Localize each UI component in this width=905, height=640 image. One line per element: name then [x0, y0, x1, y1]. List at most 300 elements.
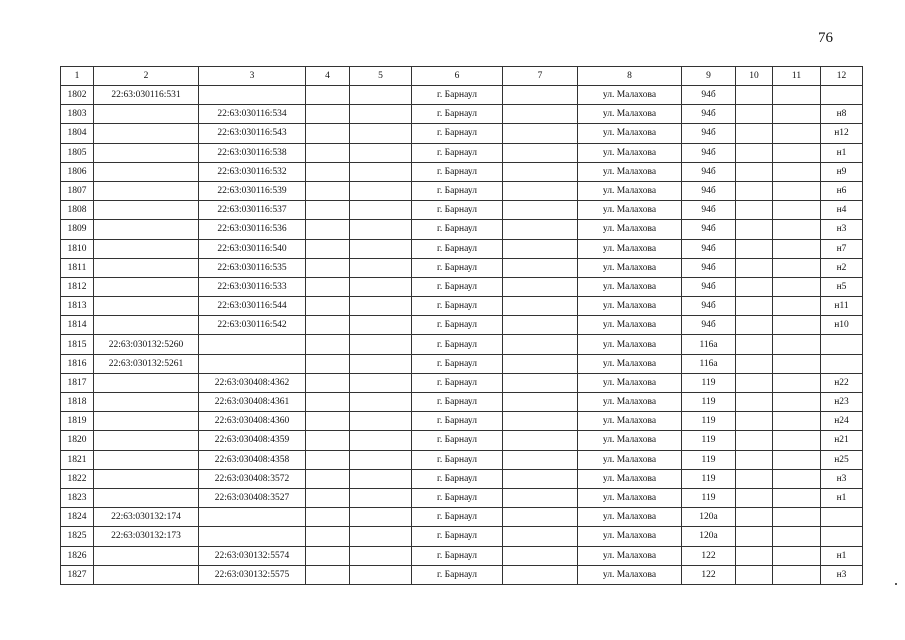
table-row — [61, 354, 863, 373]
street-cell: ул. Малахова — [578, 201, 682, 220]
scan-speck — [895, 583, 897, 585]
premises-number-cell: н1 — [821, 143, 863, 162]
city-cell: г. Барнаул — [412, 373, 503, 392]
street-cell: ул. Малахова — [578, 373, 682, 392]
premises-number-cell: н3 — [821, 469, 863, 488]
city-cell: г. Барнаул — [412, 105, 503, 124]
cadastral-number-premises-cell: 22:63:030116:538 — [199, 143, 306, 162]
col-4-cell — [306, 565, 350, 584]
col-4-cell — [306, 431, 350, 450]
street-cell: ул. Малахова — [578, 239, 682, 258]
row-number-cell: 1817 — [61, 373, 94, 392]
col-10-cell — [736, 316, 773, 335]
col-4-cell — [306, 124, 350, 143]
cadastral-number-premises-cell: 22:63:030116:535 — [199, 258, 306, 277]
col-5-cell — [350, 431, 412, 450]
premises-number-cell — [821, 335, 863, 354]
house-number-cell: 94б — [682, 316, 736, 335]
city-cell: г. Барнаул — [412, 469, 503, 488]
row-number-cell: 1812 — [61, 277, 94, 296]
table-row — [61, 316, 863, 335]
col-10-cell — [736, 546, 773, 565]
col-4-cell — [306, 354, 350, 373]
col-10-cell — [736, 201, 773, 220]
col-4-cell — [306, 162, 350, 181]
street-cell: ул. Малахова — [578, 258, 682, 277]
col-10-cell — [736, 277, 773, 296]
street-cell: ул. Малахова — [578, 431, 682, 450]
house-number-cell: 119 — [682, 450, 736, 469]
col-5-cell — [350, 316, 412, 335]
table-row — [61, 527, 863, 546]
cadastral-number-premises-cell — [199, 527, 306, 546]
street-cell: ул. Малахова — [578, 469, 682, 488]
col-11-cell — [773, 469, 821, 488]
house-number-cell: 120а — [682, 527, 736, 546]
cadastral-number-parcel-cell — [94, 565, 199, 584]
col-5-cell — [350, 277, 412, 296]
col-10-cell — [736, 469, 773, 488]
table-header-row — [61, 67, 863, 86]
street-cell: ул. Малахова — [578, 488, 682, 507]
house-number-cell: 122 — [682, 565, 736, 584]
col-10-cell — [736, 124, 773, 143]
city-cell: г. Барнаул — [412, 565, 503, 584]
city-cell: г. Барнаул — [412, 527, 503, 546]
col-11-cell — [773, 105, 821, 124]
col-11-cell — [773, 527, 821, 546]
col-7-cell — [503, 201, 578, 220]
table-row — [61, 373, 863, 392]
house-number-cell: 119 — [682, 373, 736, 392]
col-11-cell — [773, 335, 821, 354]
cadastral-number-parcel-cell: 22:63:030132:173 — [94, 527, 199, 546]
city-cell: г. Барнаул — [412, 335, 503, 354]
street-cell: ул. Малахова — [578, 393, 682, 412]
table-row — [61, 143, 863, 162]
col-11-cell — [773, 354, 821, 373]
col-5-cell — [350, 508, 412, 527]
col-5-cell — [350, 546, 412, 565]
table-row — [61, 450, 863, 469]
city-cell: г. Барнаул — [412, 393, 503, 412]
city-cell: г. Барнаул — [412, 297, 503, 316]
cadastral-number-parcel-cell — [94, 450, 199, 469]
house-number-cell: 94б — [682, 181, 736, 200]
street-cell: ул. Малахова — [578, 527, 682, 546]
col-4-cell — [306, 220, 350, 239]
col-5-cell — [350, 181, 412, 200]
col-11-cell — [773, 316, 821, 335]
row-number-cell: 1815 — [61, 335, 94, 354]
house-number-cell: 119 — [682, 431, 736, 450]
col-5-cell — [350, 143, 412, 162]
col-11-cell — [773, 162, 821, 181]
col-11-cell — [773, 488, 821, 507]
col-7-cell — [503, 335, 578, 354]
column-header: 8 — [578, 67, 682, 86]
col-7-cell — [503, 393, 578, 412]
col-7-cell — [503, 258, 578, 277]
cadastral-number-premises-cell: 22:63:030408:4361 — [199, 393, 306, 412]
col-7-cell — [503, 508, 578, 527]
column-header: 2 — [94, 67, 199, 86]
col-4-cell — [306, 297, 350, 316]
city-cell: г. Барнаул — [412, 143, 503, 162]
col-5-cell — [350, 124, 412, 143]
col-4-cell — [306, 450, 350, 469]
table-row — [61, 508, 863, 527]
city-cell: г. Барнаул — [412, 508, 503, 527]
col-11-cell — [773, 297, 821, 316]
col-5-cell — [350, 527, 412, 546]
table-row — [61, 297, 863, 316]
cadastral-number-parcel-cell — [94, 162, 199, 181]
col-10-cell — [736, 162, 773, 181]
premises-number-cell — [821, 508, 863, 527]
street-cell: ул. Малахова — [578, 565, 682, 584]
table-row — [61, 546, 863, 565]
col-5-cell — [350, 239, 412, 258]
col-10-cell — [736, 488, 773, 507]
col-7-cell — [503, 297, 578, 316]
cadastral-number-parcel-cell — [94, 105, 199, 124]
table-row — [61, 105, 863, 124]
row-number-cell: 1819 — [61, 412, 94, 431]
col-11-cell — [773, 373, 821, 392]
col-11-cell — [773, 546, 821, 565]
city-cell: г. Барнаул — [412, 277, 503, 296]
col-10-cell — [736, 143, 773, 162]
table-row — [61, 565, 863, 584]
row-number-cell: 1807 — [61, 181, 94, 200]
col-5-cell — [350, 162, 412, 181]
row-number-cell: 1816 — [61, 354, 94, 373]
col-11-cell — [773, 450, 821, 469]
row-number-cell: 1805 — [61, 143, 94, 162]
row-number-cell: 1823 — [61, 488, 94, 507]
column-header: 5 — [350, 67, 412, 86]
street-cell: ул. Малахова — [578, 124, 682, 143]
cadastral-number-premises-cell: 22:63:030116:540 — [199, 239, 306, 258]
street-cell: ул. Малахова — [578, 354, 682, 373]
table-row — [61, 181, 863, 200]
row-number-cell: 1809 — [61, 220, 94, 239]
col-5-cell — [350, 258, 412, 277]
col-10-cell — [736, 86, 773, 105]
row-number-cell: 1808 — [61, 201, 94, 220]
col-4-cell — [306, 508, 350, 527]
city-cell: г. Барнаул — [412, 86, 503, 105]
house-number-cell: 116а — [682, 335, 736, 354]
cadastral-number-premises-cell — [199, 86, 306, 105]
col-10-cell — [736, 565, 773, 584]
street-cell: ул. Малахова — [578, 220, 682, 239]
cadastral-number-parcel-cell: 22:63:030132:5261 — [94, 354, 199, 373]
street-cell: ул. Малахова — [578, 450, 682, 469]
col-7-cell — [503, 124, 578, 143]
row-number-cell: 1802 — [61, 86, 94, 105]
table-row — [61, 469, 863, 488]
col-10-cell — [736, 393, 773, 412]
col-11-cell — [773, 220, 821, 239]
premises-number-cell: н4 — [821, 201, 863, 220]
col-5-cell — [350, 86, 412, 105]
city-cell: г. Барнаул — [412, 162, 503, 181]
cadastral-number-parcel-cell — [94, 469, 199, 488]
col-5-cell — [350, 201, 412, 220]
col-5-cell — [350, 450, 412, 469]
col-10-cell — [736, 297, 773, 316]
col-7-cell — [503, 86, 578, 105]
cadastral-number-premises-cell: 22:63:030408:3572 — [199, 469, 306, 488]
city-cell: г. Барнаул — [412, 220, 503, 239]
col-5-cell — [350, 335, 412, 354]
col-4-cell — [306, 335, 350, 354]
cadastral-number-premises-cell — [199, 508, 306, 527]
city-cell: г. Барнаул — [412, 316, 503, 335]
col-5-cell — [350, 297, 412, 316]
cadastral-number-parcel-cell — [94, 373, 199, 392]
city-cell: г. Барнаул — [412, 258, 503, 277]
col-4-cell — [306, 527, 350, 546]
table-row — [61, 412, 863, 431]
premises-number-cell — [821, 527, 863, 546]
cadastral-number-parcel-cell — [94, 181, 199, 200]
premises-number-cell: н6 — [821, 181, 863, 200]
col-5-cell — [350, 565, 412, 584]
cadastral-number-parcel-cell — [94, 297, 199, 316]
city-cell: г. Барнаул — [412, 488, 503, 507]
street-cell: ул. Малахова — [578, 105, 682, 124]
cadastral-number-parcel-cell — [94, 220, 199, 239]
premises-number-cell: н23 — [821, 393, 863, 412]
col-4-cell — [306, 258, 350, 277]
col-10-cell — [736, 527, 773, 546]
col-10-cell — [736, 373, 773, 392]
house-number-cell: 94б — [682, 220, 736, 239]
street-cell: ул. Малахова — [578, 412, 682, 431]
premises-number-cell: н3 — [821, 220, 863, 239]
col-11-cell — [773, 508, 821, 527]
col-10-cell — [736, 181, 773, 200]
premises-number-cell: н7 — [821, 239, 863, 258]
col-5-cell — [350, 488, 412, 507]
col-4-cell — [306, 546, 350, 565]
city-cell: г. Барнаул — [412, 431, 503, 450]
col-10-cell — [736, 239, 773, 258]
table-row — [61, 124, 863, 143]
column-header: 11 — [773, 67, 821, 86]
row-number-cell: 1810 — [61, 239, 94, 258]
table-row — [61, 86, 863, 105]
col-4-cell — [306, 488, 350, 507]
col-11-cell — [773, 143, 821, 162]
row-number-cell: 1804 — [61, 124, 94, 143]
house-number-cell: 122 — [682, 546, 736, 565]
col-4-cell — [306, 105, 350, 124]
col-7-cell — [503, 469, 578, 488]
premises-number-cell: н21 — [821, 431, 863, 450]
col-5-cell — [350, 469, 412, 488]
city-cell: г. Барнаул — [412, 124, 503, 143]
house-number-cell: 119 — [682, 469, 736, 488]
row-number-cell: 1818 — [61, 393, 94, 412]
city-cell: г. Барнаул — [412, 546, 503, 565]
city-cell: г. Барнаул — [412, 412, 503, 431]
table-row — [61, 258, 863, 277]
row-number-cell: 1825 — [61, 527, 94, 546]
cadastral-number-premises-cell: 22:63:030116:543 — [199, 124, 306, 143]
col-7-cell — [503, 431, 578, 450]
row-number-cell: 1826 — [61, 546, 94, 565]
premises-number-cell — [821, 354, 863, 373]
col-7-cell — [503, 354, 578, 373]
cadastral-number-parcel-cell — [94, 412, 199, 431]
premises-number-cell: н9 — [821, 162, 863, 181]
col-4-cell — [306, 469, 350, 488]
premises-number-cell: н22 — [821, 373, 863, 392]
col-7-cell — [503, 277, 578, 296]
row-number-cell: 1813 — [61, 297, 94, 316]
house-number-cell: 119 — [682, 488, 736, 507]
table-body — [61, 86, 863, 585]
cadastral-number-parcel-cell — [94, 124, 199, 143]
house-number-cell: 94б — [682, 201, 736, 220]
col-10-cell — [736, 258, 773, 277]
cadastral-number-parcel-cell — [94, 431, 199, 450]
cadastral-number-parcel-cell — [94, 277, 199, 296]
cadastral-number-parcel-cell — [94, 143, 199, 162]
cadastral-number-parcel-cell: 22:63:030116:531 — [94, 86, 199, 105]
cadastral-number-premises-cell: 22:63:030116:534 — [199, 105, 306, 124]
col-5-cell — [350, 412, 412, 431]
cadastral-number-parcel-cell — [94, 546, 199, 565]
street-cell: ул. Малахова — [578, 277, 682, 296]
city-cell: г. Барнаул — [412, 354, 503, 373]
cadastral-number-premises-cell: 22:63:030116:532 — [199, 162, 306, 181]
col-7-cell — [503, 546, 578, 565]
house-number-cell: 119 — [682, 412, 736, 431]
column-header: 7 — [503, 67, 578, 86]
row-number-cell: 1814 — [61, 316, 94, 335]
col-7-cell — [503, 488, 578, 507]
cadastral-number-parcel-cell — [94, 239, 199, 258]
street-cell: ул. Малахова — [578, 335, 682, 354]
col-10-cell — [736, 431, 773, 450]
house-number-cell: 94б — [682, 143, 736, 162]
col-7-cell — [503, 162, 578, 181]
registry-table — [60, 66, 863, 585]
house-number-cell: 119 — [682, 393, 736, 412]
column-header: 12 — [821, 67, 863, 86]
col-4-cell — [306, 143, 350, 162]
house-number-cell: 94б — [682, 162, 736, 181]
col-10-cell — [736, 335, 773, 354]
col-11-cell — [773, 412, 821, 431]
cadastral-number-premises-cell: 22:63:030408:4360 — [199, 412, 306, 431]
street-cell: ул. Малахова — [578, 143, 682, 162]
row-number-cell: 1824 — [61, 508, 94, 527]
row-number-cell: 1821 — [61, 450, 94, 469]
house-number-cell: 94б — [682, 124, 736, 143]
col-11-cell — [773, 201, 821, 220]
col-4-cell — [306, 201, 350, 220]
col-7-cell — [503, 143, 578, 162]
premises-number-cell: н3 — [821, 565, 863, 584]
cadastral-number-parcel-cell — [94, 258, 199, 277]
street-cell: ул. Малахова — [578, 316, 682, 335]
cadastral-number-premises-cell: 22:63:030408:3527 — [199, 488, 306, 507]
cadastral-number-premises-cell: 22:63:030116:544 — [199, 297, 306, 316]
col-4-cell — [306, 277, 350, 296]
table-row — [61, 201, 863, 220]
cadastral-number-parcel-cell — [94, 316, 199, 335]
col-7-cell — [503, 412, 578, 431]
street-cell: ул. Малахова — [578, 546, 682, 565]
col-4-cell — [306, 181, 350, 200]
premises-number-cell: н12 — [821, 124, 863, 143]
column-header: 3 — [199, 67, 306, 86]
table-row — [61, 488, 863, 507]
table-row — [61, 393, 863, 412]
premises-number-cell: н8 — [821, 105, 863, 124]
house-number-cell: 94б — [682, 258, 736, 277]
house-number-cell: 94б — [682, 239, 736, 258]
col-10-cell — [736, 508, 773, 527]
house-number-cell: 94б — [682, 277, 736, 296]
house-number-cell: 116а — [682, 354, 736, 373]
col-11-cell — [773, 431, 821, 450]
street-cell: ул. Малахова — [578, 508, 682, 527]
table-row — [61, 220, 863, 239]
row-number-cell: 1822 — [61, 469, 94, 488]
cadastral-number-parcel-cell: 22:63:030132:174 — [94, 508, 199, 527]
street-cell: ул. Малахова — [578, 162, 682, 181]
cadastral-number-parcel-cell: 22:63:030132:5260 — [94, 335, 199, 354]
table-row — [61, 239, 863, 258]
street-cell: ул. Малахова — [578, 181, 682, 200]
premises-number-cell — [821, 86, 863, 105]
col-10-cell — [736, 105, 773, 124]
col-11-cell — [773, 181, 821, 200]
cadastral-number-premises-cell: 22:63:030408:4362 — [199, 373, 306, 392]
column-header: 1 — [61, 67, 94, 86]
premises-number-cell: н11 — [821, 297, 863, 316]
premises-number-cell: н5 — [821, 277, 863, 296]
col-7-cell — [503, 181, 578, 200]
col-10-cell — [736, 220, 773, 239]
col-4-cell — [306, 239, 350, 258]
col-11-cell — [773, 277, 821, 296]
cadastral-number-premises-cell: 22:63:030132:5574 — [199, 546, 306, 565]
col-7-cell — [503, 373, 578, 392]
street-cell: ул. Малахова — [578, 297, 682, 316]
premises-number-cell: н25 — [821, 450, 863, 469]
col-7-cell — [503, 450, 578, 469]
col-11-cell — [773, 258, 821, 277]
house-number-cell: 94б — [682, 297, 736, 316]
col-11-cell — [773, 86, 821, 105]
table-row — [61, 335, 863, 354]
col-10-cell — [736, 412, 773, 431]
premises-number-cell: н2 — [821, 258, 863, 277]
col-5-cell — [350, 373, 412, 392]
row-number-cell: 1803 — [61, 105, 94, 124]
cadastral-number-premises-cell — [199, 354, 306, 373]
column-header: 10 — [736, 67, 773, 86]
column-header: 4 — [306, 67, 350, 86]
